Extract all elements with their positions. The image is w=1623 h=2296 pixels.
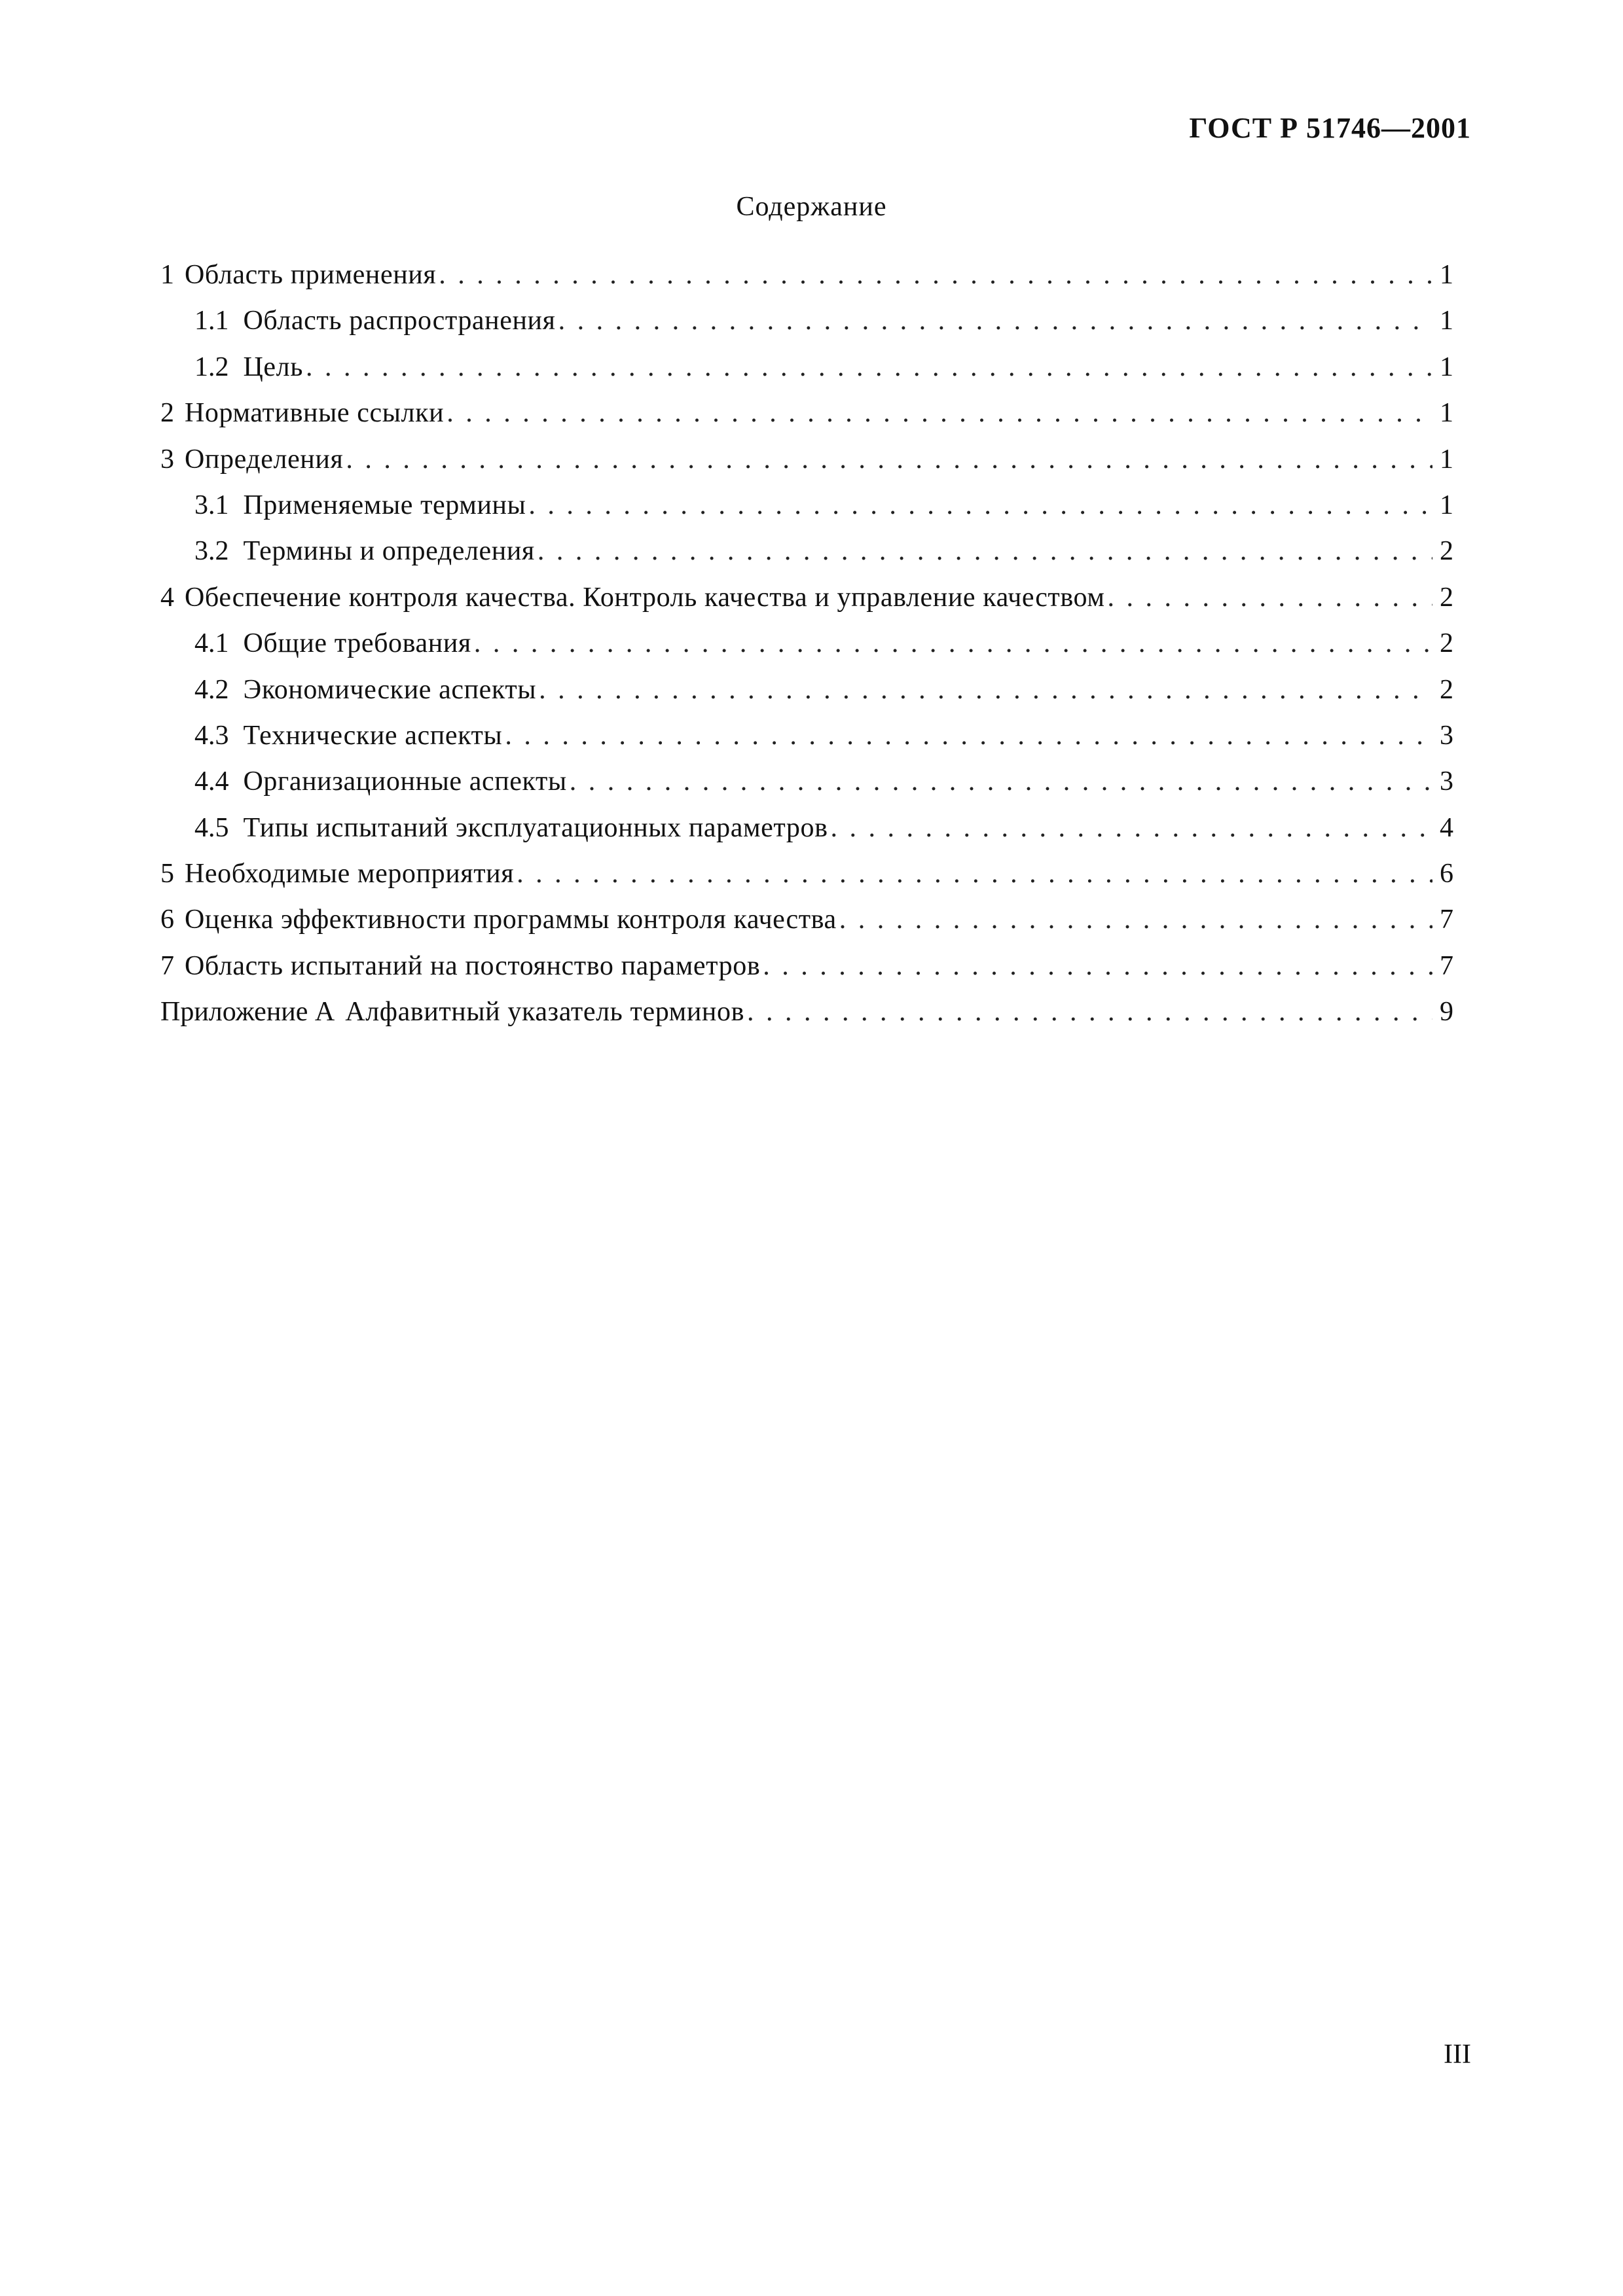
dot-leader [539, 667, 1432, 713]
toc-entry[interactable] [160, 437, 1453, 482]
toc-entry-label: Применяемые термины [243, 490, 526, 520]
toc-entry-number: 3.2 [194, 536, 229, 567]
toc-entry-page: 2 [1440, 674, 1453, 705]
toc-entry-number: 1.1 [194, 306, 229, 336]
toc-entry-number: 4 [160, 582, 174, 613]
toc-title: Содержание [736, 192, 887, 222]
toc-entry-page: 1 [1440, 306, 1453, 336]
toc-entry-page: 2 [1440, 628, 1453, 659]
toc-entry-page: 1 [1440, 490, 1453, 520]
toc-entry[interactable] [160, 943, 1453, 989]
toc-entry-page: 9 [1440, 997, 1453, 1028]
toc-entry-page: 1 [1440, 351, 1453, 382]
toc-entry-number: 1 [160, 260, 174, 290]
page-number: III [1444, 2039, 1471, 2070]
toc-entry-page: 1 [1440, 444, 1453, 475]
dot-leader [447, 390, 1432, 436]
toc-entry[interactable] [160, 805, 1453, 851]
toc-entry-page: 2 [1440, 582, 1453, 613]
toc-entry[interactable] [160, 713, 1453, 759]
dot-leader [570, 759, 1432, 804]
dot-leader [1108, 575, 1432, 620]
toc-entry[interactable] [160, 390, 1453, 436]
dot-leader [839, 897, 1432, 942]
dot-leader [763, 943, 1432, 989]
toc-entry-page: 1 [1440, 398, 1453, 429]
toc-entry-label: Область распространения [243, 306, 556, 336]
toc-entry-label: Общие требования [243, 628, 471, 659]
toc-entry-number: 4.2 [194, 674, 229, 705]
toc-entry-number: Приложение А [160, 997, 335, 1028]
toc-entry-page: 6 [1440, 859, 1453, 889]
toc-entry-number: 4.3 [194, 720, 229, 751]
toc-entry-label: Область испытаний на постоянство параметров [185, 950, 761, 981]
dot-leader [517, 851, 1432, 897]
toc-entry-page: 3 [1440, 720, 1453, 751]
toc-entry-number: 2 [160, 398, 174, 429]
toc-entry[interactable] [160, 482, 1453, 528]
toc-entry-page: 4 [1440, 812, 1453, 843]
toc-entry-label: Алфавитный указатель терминов [345, 997, 745, 1028]
dot-leader [474, 620, 1432, 666]
toc-entry-label: Цель [243, 351, 303, 382]
toc-entry-label: Экономические аспекты [243, 674, 537, 705]
toc-entry[interactable] [160, 989, 1453, 1035]
toc-entry-page: 1 [1440, 260, 1453, 290]
toc-entry[interactable] [160, 759, 1453, 804]
toc-entry-number: 4.5 [194, 812, 229, 843]
toc-entry-number: 5 [160, 859, 174, 889]
toc-entry-label: Оценка эффективности программы контроля качества [185, 905, 837, 935]
dot-leader [528, 482, 1432, 528]
toc-entry-label: Обеспечение контроля качества. Контроль качества и управление качеством [185, 582, 1105, 613]
dot-leader [306, 344, 1432, 390]
toc-entry-page: 3 [1440, 766, 1453, 797]
dot-leader [747, 989, 1432, 1035]
toc-entry[interactable] [160, 575, 1453, 620]
toc-entry-number: 3 [160, 444, 174, 475]
toc-entry-label: Организационные аспекты [243, 766, 567, 797]
toc-entry-label: Определения [185, 444, 344, 475]
standard-code: ГОСТ Р 51746—2001 [1189, 112, 1471, 144]
toc-entry-page: 7 [1440, 950, 1453, 981]
dot-leader [505, 713, 1432, 759]
toc-entry-number: 3.1 [194, 490, 229, 520]
toc-entry-label: Термины и определения [243, 536, 535, 567]
dot-leader [831, 805, 1432, 851]
toc-entry[interactable] [160, 620, 1453, 666]
dot-leader [346, 437, 1432, 482]
toc-entry-label: Необходимые мероприятия [185, 859, 515, 889]
toc-entry[interactable] [160, 667, 1453, 713]
table-of-contents [160, 252, 1453, 1035]
toc-entry[interactable] [160, 298, 1453, 344]
toc-entry[interactable] [160, 344, 1453, 390]
toc-entry[interactable] [160, 897, 1453, 942]
toc-entry[interactable] [160, 851, 1453, 897]
toc-entry-page: 7 [1440, 905, 1453, 935]
toc-entry-label: Типы испытаний эксплуатационных параметров [243, 812, 828, 843]
toc-entry-page: 2 [1440, 536, 1453, 567]
toc-entry[interactable] [160, 528, 1453, 574]
toc-entry-label: Область применения [185, 260, 437, 290]
toc-entry-label: Технические аспекты [243, 720, 503, 751]
toc-entry-number: 6 [160, 905, 174, 935]
toc-entry-label: Нормативные ссылки [185, 398, 445, 429]
toc-entry-number: 1.2 [194, 351, 229, 382]
dot-leader [439, 252, 1432, 298]
dot-leader [558, 298, 1432, 344]
toc-entry[interactable] [160, 252, 1453, 298]
toc-entry-number: 7 [160, 950, 174, 981]
dot-leader [538, 528, 1432, 574]
toc-entry-number: 4.1 [194, 628, 229, 659]
toc-entry-number: 4.4 [194, 766, 229, 797]
